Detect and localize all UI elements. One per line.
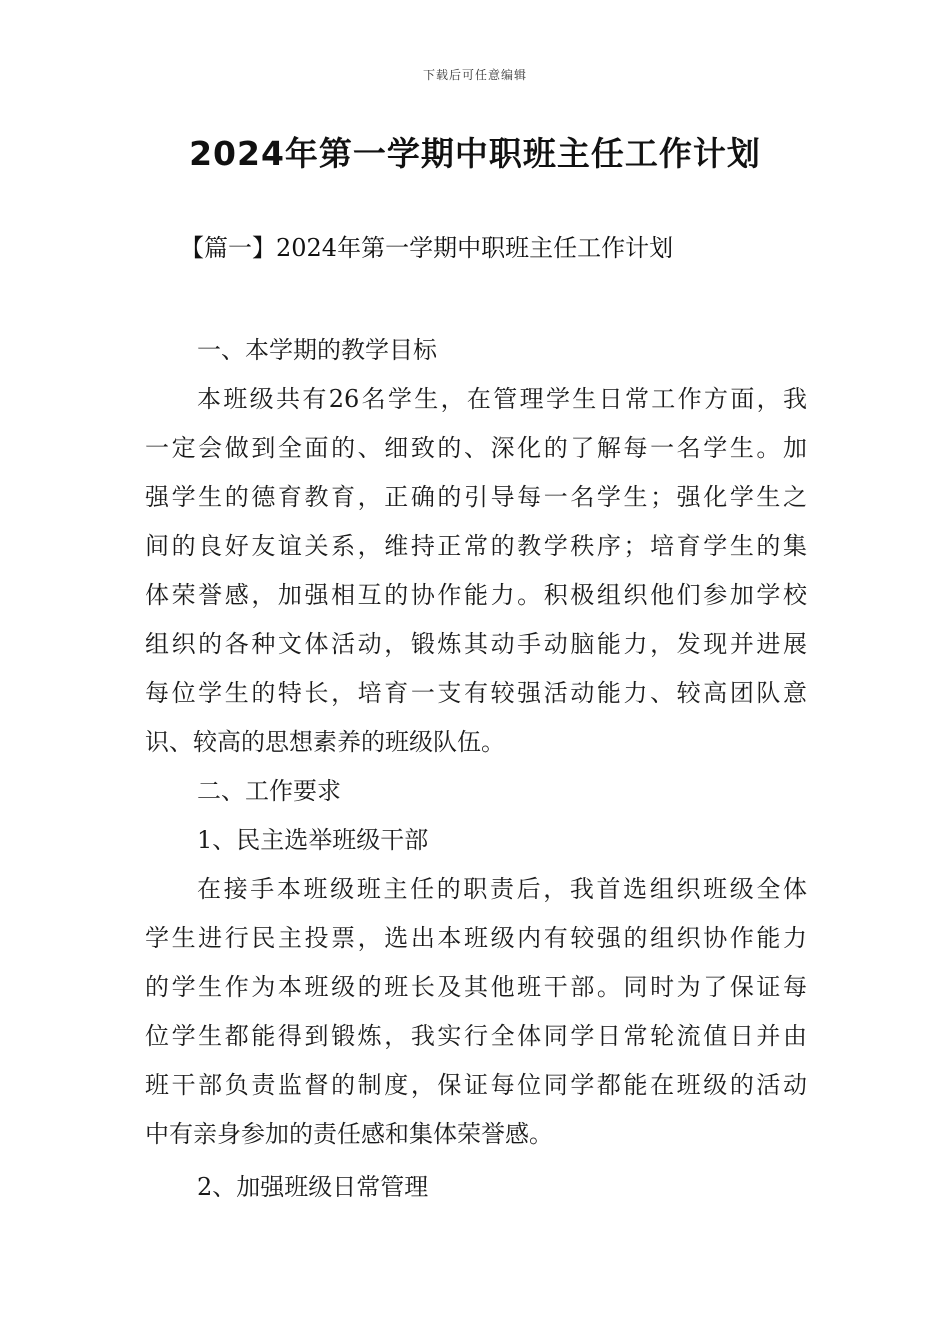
paragraph-line: 强学生的德育教育，正确的引导每一名学生；强化学生之: [145, 483, 807, 511]
subheading-class-cadre-election: 1、民主选举班级干部: [197, 826, 429, 854]
paragraph-line: 识、较高的思想素养的班级队伍。: [145, 728, 505, 756]
paragraph-line: 的学生作为本班级的班长及其他班干部。同时为了保证每: [145, 973, 807, 1001]
paragraph-line: 在接手本班级班主任的职责后，我首选组织班级全体: [197, 875, 807, 903]
subheading-daily-management: 2、加强班级日常管理: [197, 1173, 429, 1201]
paragraph-line: 每位学生的特长，培育一支有较强活动能力、较高团队意: [145, 679, 807, 707]
page-header-note: 下载后可任意编辑: [422, 68, 527, 82]
paragraph-line: 本班级共有26名学生，在管理学生日常工作方面，我: [197, 385, 807, 413]
heading-work-requirements: 二、工作要求: [197, 777, 341, 805]
document-body: [145, 326, 807, 1212]
paragraph-line: 学生进行民主投票，选出本班级内有较强的组织协作能力: [145, 924, 807, 952]
paragraph-line: 间的良好友谊关系，维持正常的教学秩序；培育学生的集: [145, 532, 807, 560]
document-title: 2024年第一学期中职班主任工作计划: [189, 134, 761, 173]
paragraph-line: 组织的各种文体活动，锻炼其动手动脑能力，发现并进展: [145, 630, 807, 658]
paragraph-line: 中有亲身参加的责任感和集体荣誉感。: [145, 1120, 553, 1148]
paragraph-line: 一定会做到全面的、细致的、深化的了解每一名学生。加: [145, 434, 807, 462]
paragraph-line: 班干部负责监督的制度，保证每位同学都能在班级的活动: [145, 1071, 807, 1099]
paragraph-line: 位学生都能得到锻炼，我实行全体同学日常轮流值日并由: [145, 1022, 807, 1050]
section-heading: 【篇一】2024年第一学期中职班主任工作计划: [180, 234, 674, 262]
paragraph-line: 体荣誉感，加强相互的协作能力。积极组织他们参加学校: [145, 581, 807, 609]
heading-teaching-goals: 一、本学期的教学目标: [197, 336, 437, 364]
